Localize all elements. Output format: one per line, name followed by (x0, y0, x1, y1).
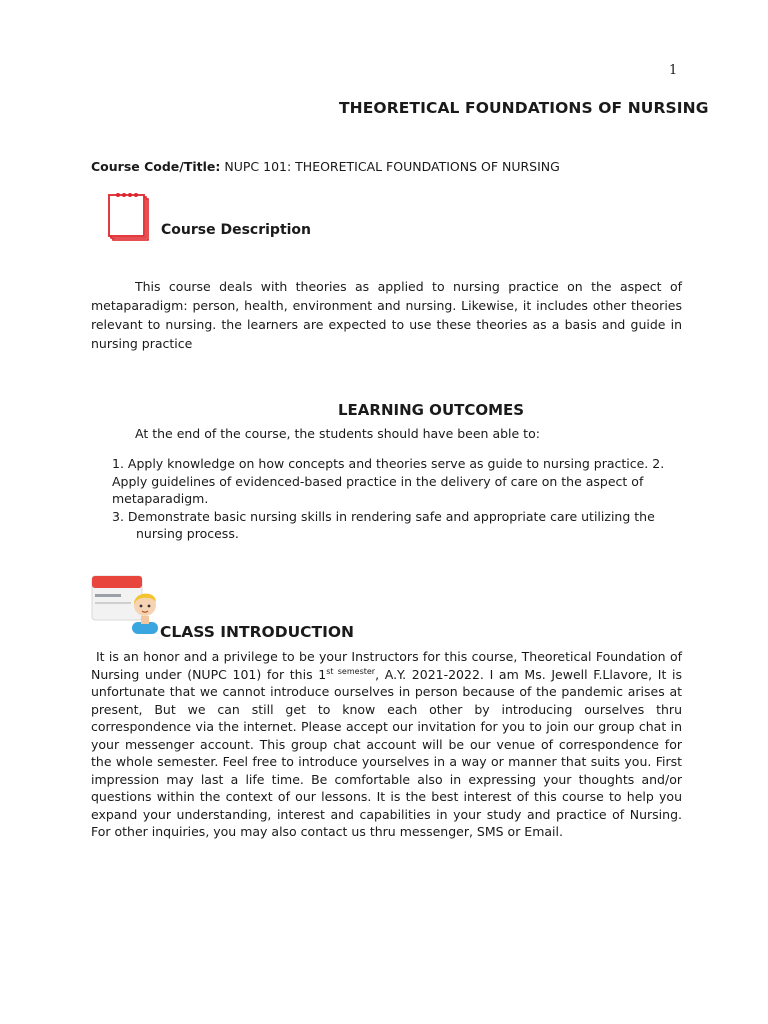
outcome-line: 3. Demonstrate basic nursing skills in rendering safe and appropriate care utilizing the (112, 508, 655, 524)
notepad-icon (108, 192, 152, 242)
course-description-text: This course deals with theories as applied to nursing practice on the aspect of metaparadigm: person, health, environment and nursing. Likewise, it includes other theories relevant to nursing. the learners are expected to use these theories as a basis and guide in nursing practice (91, 279, 682, 351)
intro-text-part: It is an honor and a privilege to be your Instructors for this course, Theoretical Foundation of Nursing under (NUPC 101) for this 1 (91, 649, 682, 682)
outcome-line: nursing process. (136, 526, 239, 541)
course-code-line (91, 159, 560, 174)
page-number: 1 (669, 63, 678, 78)
learning-outcomes-list (112, 455, 672, 543)
learning-outcomes-intro: At the end of the course, the students should have been able to: (135, 426, 540, 441)
course-code-value: NUPC 101: THEORETICAL FOUNDATIONS OF NURSING (220, 159, 560, 174)
course-description-heading: Course Description (161, 222, 312, 238)
hello-name-tag-icon (91, 574, 163, 634)
semester-superscript: st semester (326, 666, 376, 676)
intro-text-part: , A.Y. 2021-2022. I am Ms. Jewell F.Llavore, It is unfortunate that we cannot introduce ourselves in person because of the pandemic arises at present, But we can still get to know each other by introducing ourselves thru correspondence via the internet. Please accept our invitation for you to join our group chat in your messenger account. This group chat account will be our venue of correspondence for the whole semester. Feel free to introduce yourselves in a way or manner that suits you. First impression may last a life time. Be comfortable also in expressing your thoughts and/or questions within the context of our lessons. It is the best interest of this course to help you expand your understanding, interest and capabilities in your study and practice of Nursing. For other inquiries, you may also contact us thru messenger, SMS or Email. (91, 666, 683, 839)
outcome-line: metaparadigm. (112, 491, 209, 506)
outcome-line: Apply guidelines of evidenced-based practice in the delivery of care on the aspect of (112, 473, 644, 489)
class-introduction-heading: CLASS INTRODUCTION (160, 623, 355, 641)
class-introduction-text (91, 648, 682, 841)
course-code-label: Course Code/Title: (91, 159, 221, 174)
learning-outcomes-heading: LEARNING OUTCOMES (338, 401, 525, 419)
document-title: THEORETICAL FOUNDATIONS OF NURSING (339, 99, 709, 117)
outcome-line: 1. Apply knowledge on how concepts and theories serve as guide to nursing practice. 2. (112, 456, 665, 471)
